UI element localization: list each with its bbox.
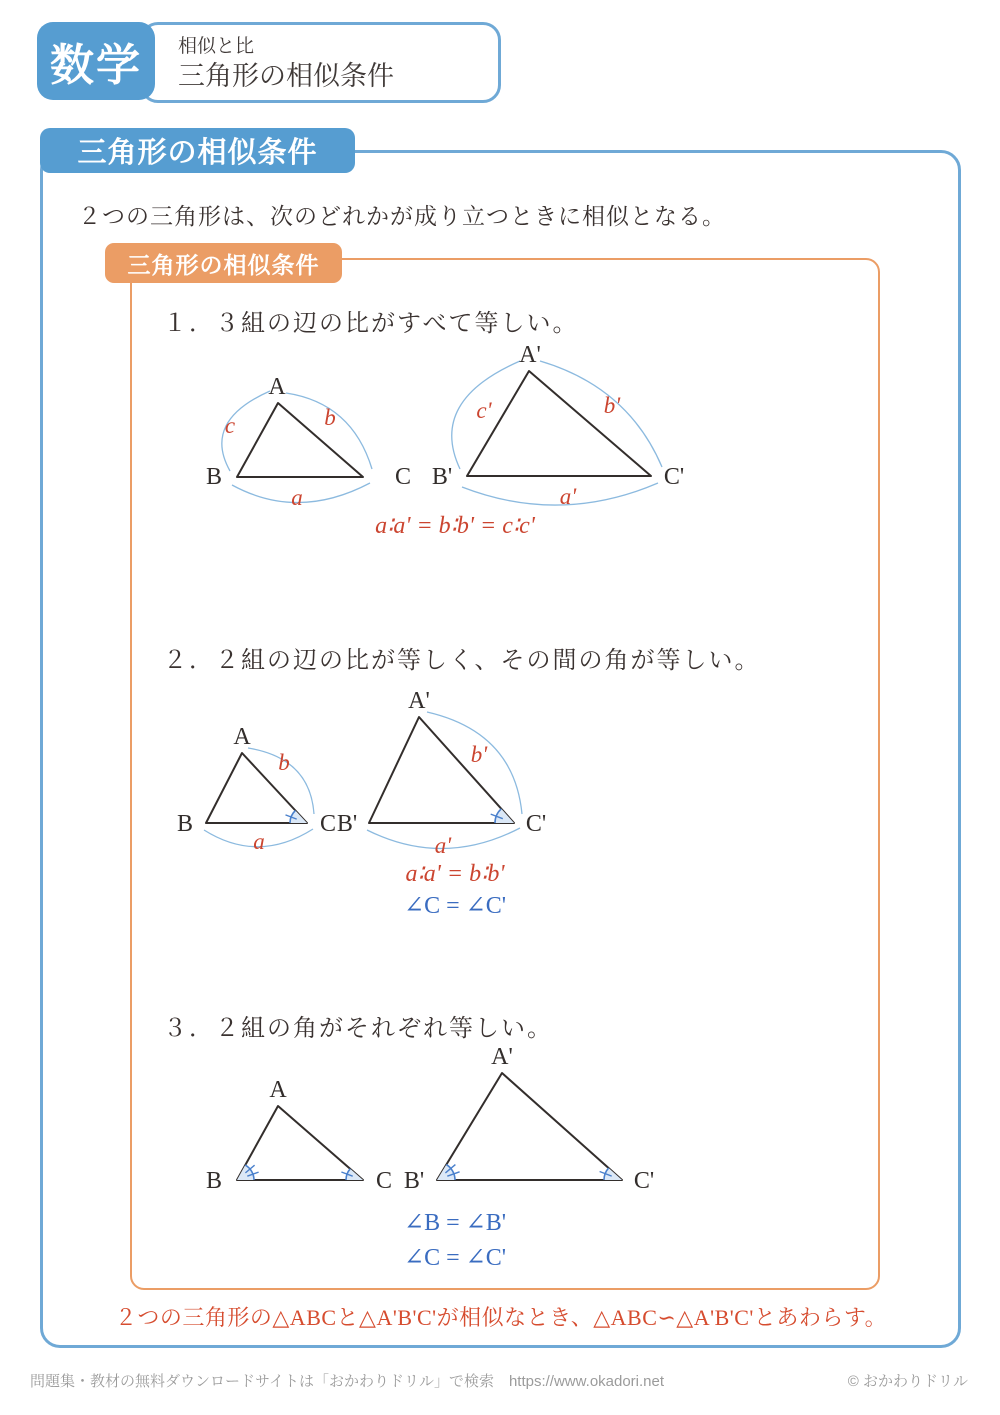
triangle-abc-prime — [467, 371, 651, 476]
vertex-label-b-prime: B' — [336, 811, 358, 837]
conditions-frame-label: 三角形の相似条件 — [105, 243, 342, 283]
vertex-label-c: C — [319, 811, 337, 837]
angle-mark-c-fill — [290, 811, 307, 824]
vertex-label-a: A — [269, 1077, 287, 1103]
side-label-c-prime: c' — [476, 398, 492, 423]
closing-note: ２つの三角形の△ABCと△A'B'C'が相似なとき、△ABC∽△A'B'C'とあわらす。 — [114, 1305, 888, 1330]
formula-aa-c: ∠C = ∠C' — [403, 1245, 507, 1271]
side-arc-b-prime — [540, 361, 662, 467]
intro-text: ２つの三角形は、次のどれかが成り立つときに相似となる。 — [78, 204, 726, 229]
side-label-b-prime: b' — [470, 742, 488, 767]
side-label-b-prime: b' — [603, 393, 621, 418]
footer-site-text: 問題集・教材の無料ダウンロードサイトは「おかわりドリル」で検索 https://www.okadori.net — [30, 1373, 665, 1390]
formula-sss: a∶a' = b∶b' = c∶c' — [375, 513, 535, 539]
triangle-abc — [206, 753, 307, 823]
topic-box — [140, 22, 501, 103]
vertex-label-c-prime: C' — [525, 811, 547, 837]
triangle-abc-prime — [369, 717, 514, 823]
side-label-a: a — [291, 485, 303, 510]
vertex-label-a-prime: A' — [408, 688, 430, 714]
vertex-label-a-prime: A' — [519, 342, 541, 368]
sas-diagram — [176, 688, 760, 863]
triangle-abc — [237, 403, 363, 477]
formula-sas-angle: ∠C = ∠C' — [403, 893, 507, 919]
vertex-label-b: B — [205, 1168, 223, 1194]
vertex-label-a-prime: A' — [491, 1044, 513, 1070]
subject-badge — [37, 22, 155, 100]
topic-label: 三角形の相似条件 — [178, 61, 394, 91]
vertex-label-b-prime: B' — [431, 464, 453, 490]
condition-3-title: ３．２組の角がそれぞれ等しい。 — [163, 1016, 553, 1042]
vertex-label-b: B — [176, 811, 194, 837]
side-label-a-prime: a' — [434, 833, 452, 858]
condition-2-title: ２．２組の辺の比が等しく、その間の角が等しい。 — [163, 648, 761, 674]
subject-label: 数学 — [50, 41, 142, 90]
vertex-label-b: B — [205, 464, 223, 490]
vertex-label-a: A — [268, 374, 286, 400]
section-title-badge: 三角形の相似条件 — [40, 128, 355, 173]
vertex-label-c: C — [394, 464, 412, 490]
vertex-label-a: A — [233, 724, 251, 750]
side-label-b: b — [278, 750, 290, 775]
vertex-label-c: C — [375, 1168, 393, 1194]
triangle-abc — [237, 1106, 363, 1180]
vertex-label-c-prime: C' — [663, 464, 685, 490]
side-label-a: a — [253, 829, 265, 854]
vertex-label-b-prime: B' — [403, 1168, 425, 1194]
footer-copyright: © おかわりドリル — [847, 1373, 968, 1390]
condition-1-title: １．３組の辺の比がすべて等しい。 — [163, 311, 579, 337]
formula-sas-ratio: a∶a' = b∶b' — [405, 861, 505, 887]
side-label-a-prime: a' — [559, 484, 577, 509]
sss-diagram — [180, 342, 800, 510]
aa-diagram — [180, 1043, 800, 1198]
triangle-abc-prime — [437, 1073, 622, 1180]
unit-label: 相似と比 — [178, 36, 255, 57]
side-label-c: c — [224, 413, 236, 438]
vertex-label-c-prime: C' — [633, 1168, 655, 1194]
formula-aa-b: ∠B = ∠B' — [403, 1210, 507, 1236]
side-label-b: b — [324, 405, 336, 430]
